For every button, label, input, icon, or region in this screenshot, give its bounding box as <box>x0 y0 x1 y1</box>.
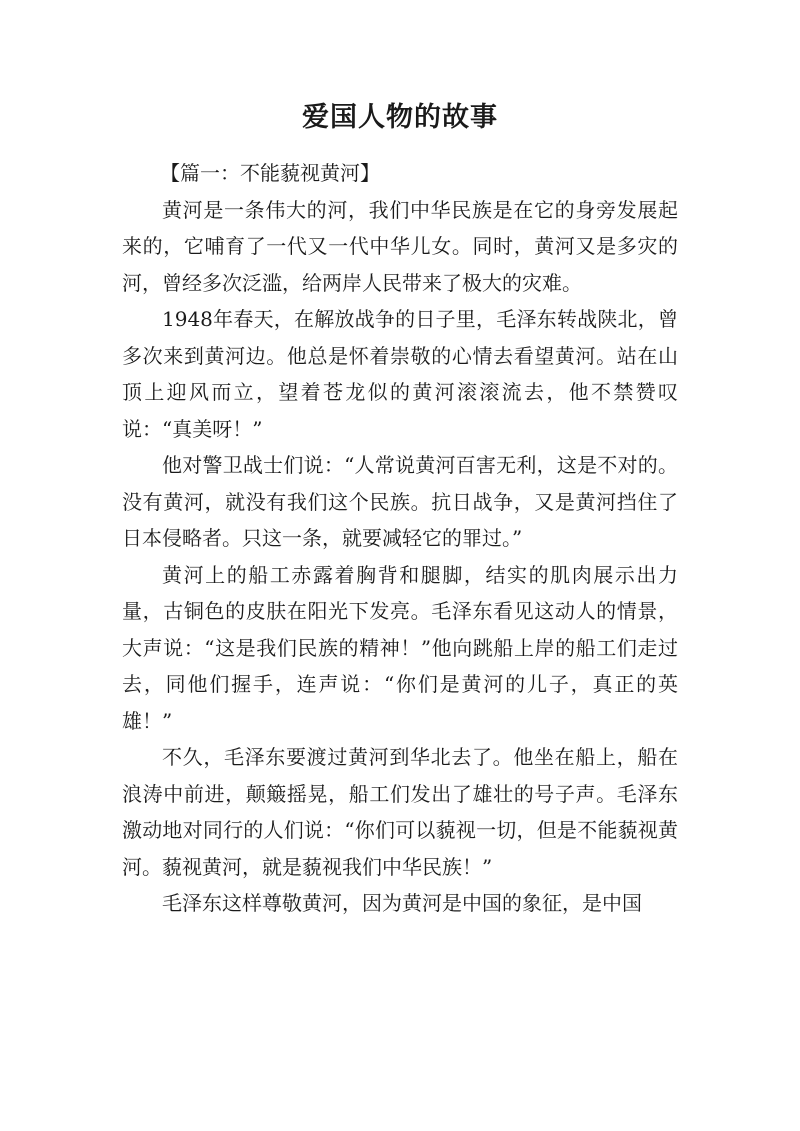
body-paragraph: 毛泽东这样尊敬黄河，因为黄河是中国的象征，是中国 <box>162 891 642 915</box>
body-paragraph: 黄河是一条伟大的河，我们中华民族是在它的身旁发展起来的，它哺育了一代又一代中华儿女。同时，黄河又是多灾的河，曾经多次泛滥，给两岸人民带来了极大的灾难。 <box>122 197 678 295</box>
body-paragraph: 他对警卫战士们说：“人常说黄河百害无利，这是不对的。没有黄河，就没有我们这个民族。抗日战争，又是黄河挡住了日本侵略者。只这一条，就要减轻它的罪过。” <box>122 453 678 550</box>
document-body <box>122 155 678 922</box>
body-paragraph: 1948年春天，在解放战争的日子里，毛泽东转战陕北，曾多次来到黄河边。他总是怀着崇敬的心情去看望黄河。站在山顶上迎风而立，望着苍龙似的黄河滚滚流去，他不禁赞叹说：“真美呀！” <box>122 307 678 441</box>
section-heading: 【篇一：不能藐视黄河】 <box>160 161 380 185</box>
body-paragraph: 不久，毛泽东要渡过黄河到华北去了。他坐在船上，船在浪涛中前进，颠簸摇晃，船工们发出了雄壮的号子声。毛泽东激动地对同行的人们说：“你们可以藐视一切，但是不能藐视黄河。藐视黄河，就是藐视我们中华民族！” <box>122 745 678 879</box>
body-paragraph: 黄河上的船工赤露着胸背和腿脚，结实的肌肉展示出力量，古铜色的皮肤在阳光下发亮。毛泽东看见这动人的情景，大声说：“这是我们民族的精神！”他向跳船上岸的船工们走过去，同他们握手，连声说：“你们是黄河的儿子，真正的英雄！” <box>122 562 678 733</box>
document-title: 爱国人物的故事 <box>302 102 498 133</box>
